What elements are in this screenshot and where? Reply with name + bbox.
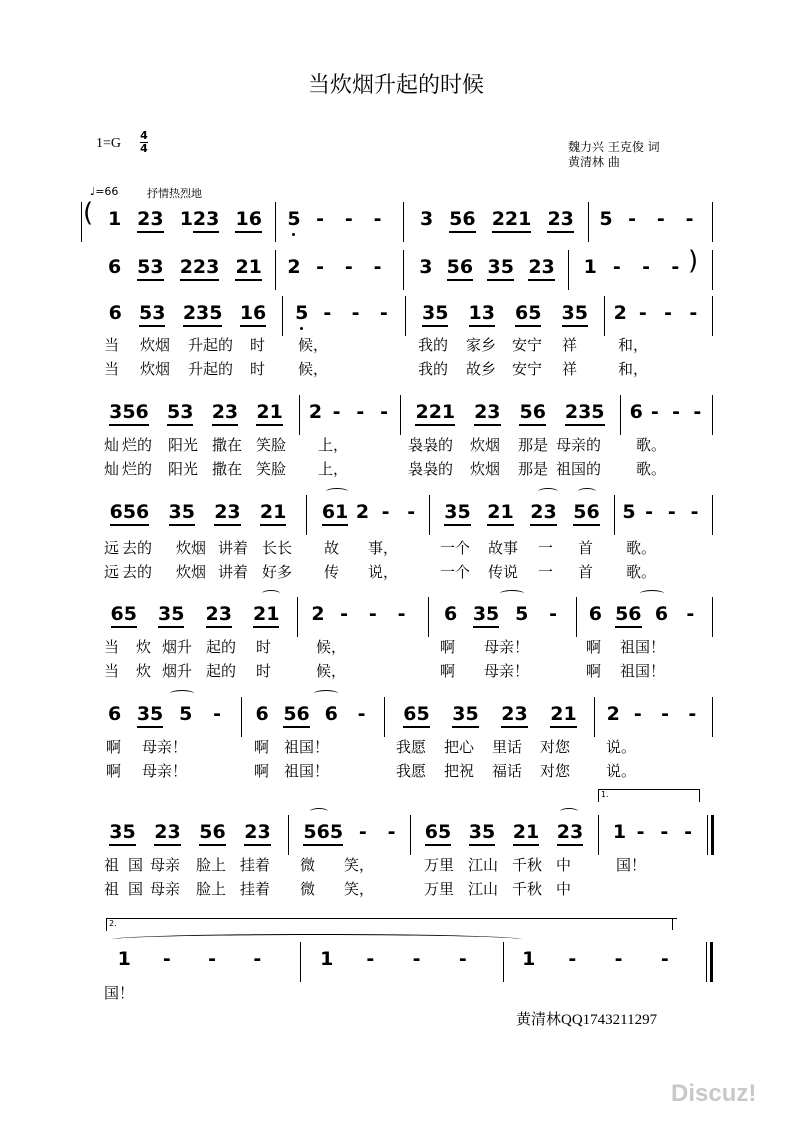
note: 23 <box>206 603 232 628</box>
note: 21 <box>235 256 261 281</box>
dash: - <box>671 256 680 278</box>
note: 56 <box>199 821 225 846</box>
note: 23 <box>474 401 500 426</box>
note: 23 <box>214 501 240 526</box>
note: 6 <box>107 703 122 725</box>
note: 35 <box>169 501 195 526</box>
note: 56 <box>615 603 641 628</box>
dash: - <box>656 208 665 230</box>
staff-row-5 <box>0 495 792 535</box>
note: 21 <box>253 603 279 628</box>
time-sig-top: 4 <box>140 129 148 142</box>
measure <box>290 302 398 332</box>
staff-row-8 <box>0 815 792 855</box>
note: 21 <box>487 501 513 526</box>
note: 21 <box>513 821 539 846</box>
measure <box>412 208 582 238</box>
measure <box>392 703 588 733</box>
dash: - <box>357 703 366 725</box>
dash: - <box>356 401 365 423</box>
tempo-mark: ♩=66 <box>90 185 119 198</box>
measure <box>248 703 378 733</box>
note: 2 <box>355 501 370 523</box>
dash: - <box>351 302 360 324</box>
dash: - <box>213 703 221 725</box>
note: 3 <box>419 256 433 278</box>
note: 56 <box>283 703 309 728</box>
note: 35 <box>452 703 478 728</box>
note: 5 <box>599 208 613 230</box>
note: 5 <box>515 603 529 625</box>
note: 35 <box>422 302 448 327</box>
lyrics-row-7a: 啊 母亲！ 啊 祖国！ 我愿 把心 里话 对您 说。 <box>106 738 637 756</box>
dash: - <box>316 208 325 230</box>
measure <box>582 603 706 633</box>
dash: - <box>162 948 171 970</box>
note: 65 <box>515 302 541 327</box>
note: 6 <box>108 302 122 324</box>
dash: - <box>650 401 659 423</box>
dash: - <box>684 821 693 843</box>
note: 21 <box>550 703 576 728</box>
note: 6 <box>588 603 602 625</box>
dash: - <box>373 208 382 230</box>
note: 53 <box>137 256 163 281</box>
measure <box>412 256 562 286</box>
measure <box>628 401 708 431</box>
lyrics-row-7b: 啊 母亲！ 啊 祖国！ 我愿 把祝 福话 对您 说。 <box>106 762 637 780</box>
measure <box>610 302 706 332</box>
note: 656 <box>110 501 150 526</box>
note: 21 <box>260 501 286 526</box>
dash: - <box>412 948 421 970</box>
dash: - <box>636 821 645 843</box>
note: 16 <box>235 208 261 233</box>
dash: - <box>633 703 642 725</box>
note: 565 <box>303 821 343 846</box>
measure <box>436 603 570 633</box>
lyrics-row-4b: 灿 烂的 阳光 撒在 笑脸 上， 袅袅的 炊烟 那是 祖国的 歌。 <box>104 460 667 478</box>
measure <box>594 208 704 238</box>
staff-row-2: 6 53 223 21 2 - - - 3 56 35 23 1 - - - ) <box>0 250 792 290</box>
measure <box>100 302 275 332</box>
dash: - <box>568 948 577 970</box>
note: 23 <box>528 256 554 281</box>
dash: - <box>645 501 654 523</box>
expression-mark: 抒情热烈地 <box>147 187 202 200</box>
note: 1 23 <box>180 208 220 233</box>
note: 356 <box>109 401 149 426</box>
dash: - <box>332 401 341 423</box>
note: 1 <box>612 821 627 843</box>
lyrics-row-3a: 当 炊烟 升起的 时 候， 我的 家乡 安宁 祥 和， <box>104 336 649 354</box>
dash: - <box>344 256 353 278</box>
dash: - <box>612 256 621 278</box>
note: 1 <box>522 948 536 970</box>
note: 35 <box>109 821 135 846</box>
measure <box>610 821 700 851</box>
note: 23 <box>501 703 527 728</box>
key-signature: 1=G <box>96 136 122 151</box>
dash: - <box>638 302 647 324</box>
dash: - <box>672 401 681 423</box>
note: 13 <box>469 302 495 327</box>
staff-row-6 <box>0 597 792 637</box>
dash: - <box>344 208 353 230</box>
dash: - <box>380 401 389 423</box>
lyrics-row-5b: 远 去的 炊烟 讲着 好多 传 说， 一个 传说 一 首 歌。 <box>104 563 657 581</box>
dash: - <box>407 501 416 523</box>
note: 5 <box>295 302 309 324</box>
dash: - <box>340 603 349 625</box>
staff-row-3 <box>0 296 792 336</box>
lyrics-row-8a: 祖 国 母亲 脸上 挂着 微 笑， 万里 江山 千秋 中 国！ <box>104 856 647 874</box>
staff-row-7 <box>0 697 792 737</box>
measure <box>306 401 396 431</box>
note: 223 <box>180 256 220 281</box>
dash: - <box>323 302 332 324</box>
measure <box>406 401 614 431</box>
note: 53 <box>139 302 165 327</box>
note: 6 <box>443 603 458 625</box>
measure <box>282 208 392 238</box>
note: 23 <box>547 208 573 233</box>
dash: - <box>373 256 382 278</box>
note: 1 <box>320 948 334 970</box>
dash: - <box>667 501 676 523</box>
note: 3 <box>420 208 434 230</box>
note: 235 <box>565 401 605 426</box>
measure <box>100 401 292 431</box>
measure <box>100 703 234 733</box>
dash: - <box>208 948 217 970</box>
note: 61 <box>322 501 348 526</box>
dash: - <box>689 302 698 324</box>
dash: - <box>316 256 325 278</box>
dash: - <box>366 948 375 970</box>
measure <box>298 821 406 851</box>
note: 6 <box>255 703 269 725</box>
note: 56 <box>449 208 475 233</box>
lyrics-row-6b: 当 炊 烟升 起的 时 候， 啊 母亲！ 啊 祖国！ <box>104 662 666 680</box>
dash: - <box>664 302 673 324</box>
time-sig-bottom: 4 <box>140 142 148 155</box>
dash: - <box>685 208 694 230</box>
measure <box>602 703 706 733</box>
note: 56 <box>573 501 599 526</box>
dash: - <box>688 703 697 725</box>
note: 65 <box>403 703 429 728</box>
note: 35 <box>444 501 470 526</box>
lyrics-row-8b: 祖 国 母亲 脸上 挂着 微 笑， 万里 江山 千秋 中 <box>104 880 572 898</box>
lyricist-credit: 魏力兴 王克俊 词 <box>568 140 660 154</box>
note: 35 <box>562 302 588 327</box>
measure <box>578 256 690 286</box>
note: 53 <box>167 401 193 426</box>
dash: - <box>614 948 623 970</box>
measure <box>306 603 416 633</box>
note: 2 <box>606 703 620 725</box>
measure <box>620 501 706 531</box>
staff-row-4 <box>0 395 792 435</box>
measure <box>100 821 280 851</box>
note: 65 <box>425 821 451 846</box>
note: 65 <box>111 603 137 628</box>
dash: - <box>693 401 702 423</box>
note: 2 <box>308 401 323 423</box>
note: 23 <box>212 401 238 426</box>
note: 2 <box>613 302 627 324</box>
note: 5 <box>179 703 193 725</box>
measure <box>412 302 598 332</box>
note: 23 <box>557 821 583 846</box>
note: 56 <box>519 401 545 426</box>
note: 35 <box>158 603 184 628</box>
note: 235 <box>183 302 223 327</box>
dash: - <box>379 302 388 324</box>
dash: - <box>690 501 699 523</box>
note: 1 <box>108 208 122 230</box>
note: 21 <box>256 401 282 426</box>
lyrics-row-4a: 灿 烂的 阳光 撒在 笑脸 上， 袅袅的 炊烟 那是 母亲的 歌。 <box>104 436 667 454</box>
measure <box>100 501 296 531</box>
note: 56 <box>447 256 473 281</box>
composer-credit: 黄清林 曲 <box>568 155 620 169</box>
measure <box>306 948 486 978</box>
note: 2 <box>311 603 325 625</box>
measure <box>100 208 270 238</box>
lyrics-row-9a: 国！ <box>104 984 135 1002</box>
watermark-logo: Discuz! <box>671 1080 757 1107</box>
dash: - <box>397 603 406 625</box>
note: 6 <box>108 256 122 278</box>
note: 6 <box>654 603 669 625</box>
volta-bracket-1: 1. <box>598 789 700 802</box>
dash: - <box>549 603 557 625</box>
dash: - <box>660 821 669 843</box>
note: 2 <box>287 256 301 278</box>
note: 1 <box>117 948 131 970</box>
note: 35 <box>473 603 499 628</box>
dash: - <box>387 821 396 843</box>
dash: - <box>358 821 367 843</box>
note: 16 <box>240 302 266 327</box>
lyrics-row-3b: 当 炊烟 升起的 时 候， 我的 故乡 安宁 祥 和， <box>104 360 649 378</box>
measure <box>436 501 608 531</box>
measure <box>508 948 688 978</box>
note: 35 <box>469 821 495 846</box>
measure <box>104 948 280 978</box>
measure <box>318 501 424 531</box>
note: 23 <box>530 501 556 526</box>
dash: - <box>686 603 695 625</box>
note: 23 <box>154 821 180 846</box>
dash: - <box>458 948 467 970</box>
note: 5 <box>287 208 301 230</box>
note: 35 <box>137 703 163 728</box>
measure <box>416 821 592 851</box>
note: 1 <box>583 256 597 278</box>
measure <box>100 256 270 286</box>
staff-row-9 <box>0 942 792 982</box>
note: 6 <box>324 703 338 725</box>
time-signature <box>140 130 148 155</box>
volta-bracket-2: 2. <box>106 918 677 931</box>
dash: - <box>660 948 669 970</box>
dash: - <box>368 603 377 625</box>
staff-row-1: ( 1 23 1 23 16 5 - - - 3 56 221 23 5 - - - <box>0 202 792 242</box>
song-title: 当炊烟升起的时候 <box>307 73 484 98</box>
note: 23 <box>244 821 270 846</box>
measure <box>100 603 290 633</box>
note: 6 <box>629 401 643 423</box>
dash: - <box>381 501 390 523</box>
note: 23 <box>137 208 163 233</box>
dash: - <box>253 948 262 970</box>
note: 35 <box>487 256 513 281</box>
note: 5 <box>622 501 636 523</box>
arranger-signature: 黄清林QQ1743211297 <box>516 1012 658 1028</box>
dash: - <box>642 256 651 278</box>
note: 221 <box>415 401 455 426</box>
measure <box>282 256 392 286</box>
dash: - <box>628 208 637 230</box>
lyrics-row-5a: 远 去的 炊烟 讲着 长长 故 事， 一个 故事 一 首 歌。 <box>104 539 657 557</box>
lyrics-row-6a: 当 炊 烟升 起的 时 候， 啊 母亲！ 啊 祖国！ <box>104 638 666 656</box>
dash: - <box>661 703 670 725</box>
note: 221 <box>492 208 532 233</box>
